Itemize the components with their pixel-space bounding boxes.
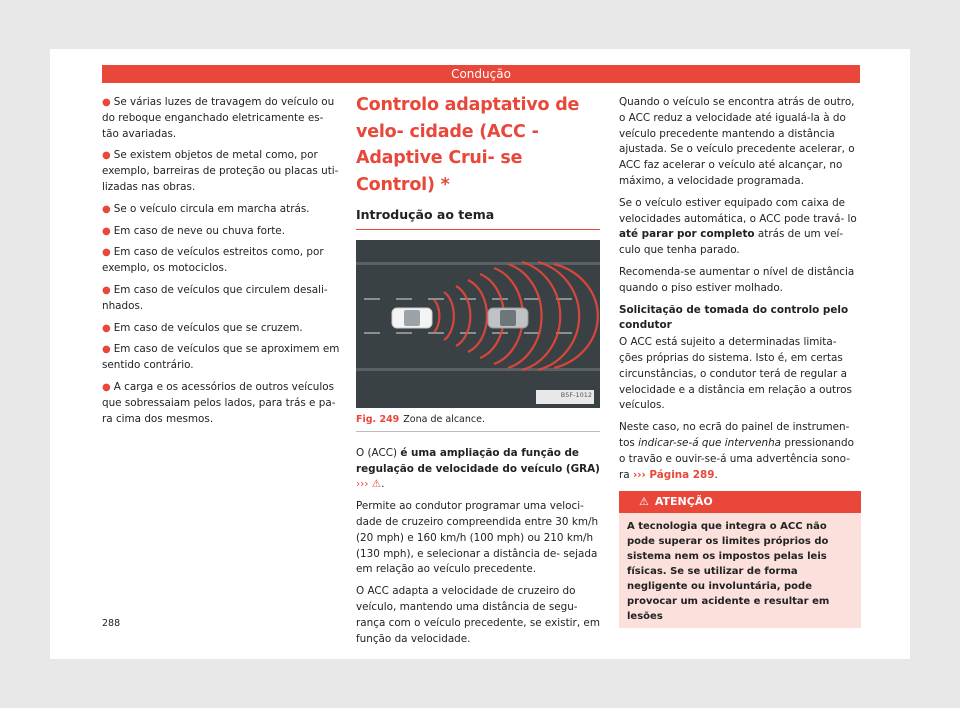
figure-caption-text: Zona de alcance. (403, 414, 485, 425)
bullet-dot-icon: ● (102, 150, 111, 162)
bullet-text: Em caso de neve ou chuva forte. (113, 224, 285, 237)
acc-range-illustration (356, 240, 600, 408)
section-header: Condução (102, 65, 860, 83)
figure-caption (356, 412, 600, 432)
bullet-list (102, 95, 340, 427)
bullet-text: Se várias luzes de travagem do veículo ou do reboque enganchado eletricamente es- tão avariadas. (102, 96, 335, 140)
document-page (50, 49, 910, 659)
warning-text: A tecnologia que integra o ACC não pode superar os limites próprios do sistema nem os impostos pelas leis físicas. Se se utilizar de forma negligente ou involuntária, pode provocar um acidente e resultar em lesões (627, 521, 830, 623)
warning-icon: ⚠ (639, 495, 649, 509)
dashboard-text: Neste caso, no ecrã do painel de instrumen- tos (619, 421, 850, 449)
bullet-dot-icon: ● (102, 344, 111, 356)
section-title: Controlo adaptativo de velo- cidade (ACC - Adaptive Crui- se Control) * (356, 95, 580, 195)
bullet-text: Em caso de veículos estreitos como, por exemplo, os motociclos. (102, 246, 324, 275)
bullet-dot-icon: ● (102, 284, 111, 296)
limitations-paragraph: O ACC está sujeito a determinadas limita- ções próprias do sistema. Isto é, em certas circunstâncias, o condutor terá de regular a velocidade e a distância em relação a outros veículos. (619, 336, 852, 412)
gearbox-text-end: atrás de um veí- culo que tenha parado. (619, 228, 844, 257)
ego-car-shape (392, 308, 432, 328)
gearbox-bold-text: até parar por completo (619, 228, 755, 241)
bullet-item (102, 148, 340, 195)
lead-car-shape (488, 308, 528, 328)
figure-code: B5F-1012 (560, 391, 592, 400)
warning-triangle-icon: ⚠ (371, 478, 382, 491)
dashboard-period: . (714, 468, 718, 481)
wet-road-paragraph: Recomenda-se aumentar o nível de distância quando o piso estiver molhado. (619, 265, 855, 294)
gearbox-text: Se o veículo estiver equipado com caixa de velocidades automática, o ACC pode travá- lo (619, 196, 857, 225)
bullet-item (102, 245, 340, 277)
bullet-item (102, 202, 340, 218)
cross-ref-arrows[interactable]: ››› (356, 478, 372, 491)
following-paragraph: Quando o veículo se encontra atrás de outro, o ACC reduz a velocidade até igualá-la à do veículo precedente mantendo a distância ajustada. Se o veículo precedente acelerar, o ACC faz acelerar o veículo até alcançar, no máximo, a velocidade programada. (619, 96, 855, 187)
column-right (619, 95, 861, 628)
warning-box (619, 491, 861, 628)
dashboard-text-mid: pressionando o travão e ouvir-se-á uma advertência sono- ra (619, 436, 854, 481)
caption-rule (356, 431, 600, 432)
bullet-dot-icon: ● (102, 203, 111, 215)
intro-text: O (ACC) (356, 446, 401, 459)
figure-label: Fig. 249 (356, 414, 400, 425)
page-number: 288 (102, 618, 121, 629)
intro-period: . (381, 478, 385, 491)
column-middle (356, 95, 600, 653)
bullet-text: Em caso de veículos que se aproximem em sentido contrário. (102, 343, 340, 372)
intro-paragraph (356, 446, 600, 493)
warning-title: ATENÇÃO (654, 495, 713, 509)
bullet-item (102, 380, 340, 427)
bullet-text: Em caso de veículos que circulem desali- nhados. (102, 283, 328, 312)
bullet-text: Em caso de veículos que se cruzem. (113, 321, 303, 334)
title-rule (356, 229, 600, 230)
bullet-item (102, 224, 340, 240)
bullet-item (102, 321, 340, 337)
bullet-dot-icon: ● (102, 322, 111, 334)
bullet-dot-icon: ● (102, 247, 111, 259)
bullet-dot-icon: ● (102, 97, 111, 108)
bullet-dot-icon: ● (102, 381, 111, 393)
bullet-dot-icon: ● (102, 225, 111, 237)
bullet-item (102, 95, 340, 142)
automatic-gearbox-paragraph (619, 196, 861, 259)
takeover-heading: Solicitação de tomada do controlo pelo condutor (619, 303, 849, 332)
intro-bold-text: é uma ampliação da função de regulação de velocidade do veículo (GRA) (356, 446, 600, 475)
dashboard-italic-text: indicar-se-á que intervenha (638, 436, 782, 449)
warning-header (619, 491, 861, 513)
bullet-item (102, 283, 340, 315)
dashboard-paragraph (619, 420, 861, 483)
bullet-item (102, 342, 340, 374)
bullet-text: Se o veículo circula em marcha atrás. (113, 202, 310, 215)
speed-range-paragraph: Permite ao condutor programar uma veloci- dade de cruzeiro compreendida entre 30 km/h (20 mph) e 160 km/h (100 mph) ou 210 km/h (130 mph), e selecionar a distância de- sejada em relação ao veículo precedente. (356, 500, 599, 576)
bullet-text: A carga e os acessórios de outros veículos que sobressaiam pelos lados, para trás e pa- ra cima dos mesmos. (102, 380, 336, 425)
bullet-text: Se existem objetos de metal como, por exemplo, barreiras de proteção ou placas uti- lizadas nas obras. (102, 149, 339, 193)
subsection-title: Introdução ao tema (356, 207, 495, 222)
figure-acc-range (356, 240, 600, 408)
column-left (102, 95, 340, 433)
page-reference-link[interactable]: ››› Página 289 (632, 468, 715, 481)
acc-adapt-paragraph: O ACC adapta a velocidade de cruzeiro do veículo, mantendo uma distância de segu- rança com o veículo precedente, se existir, em função da velocidade. (356, 585, 600, 645)
